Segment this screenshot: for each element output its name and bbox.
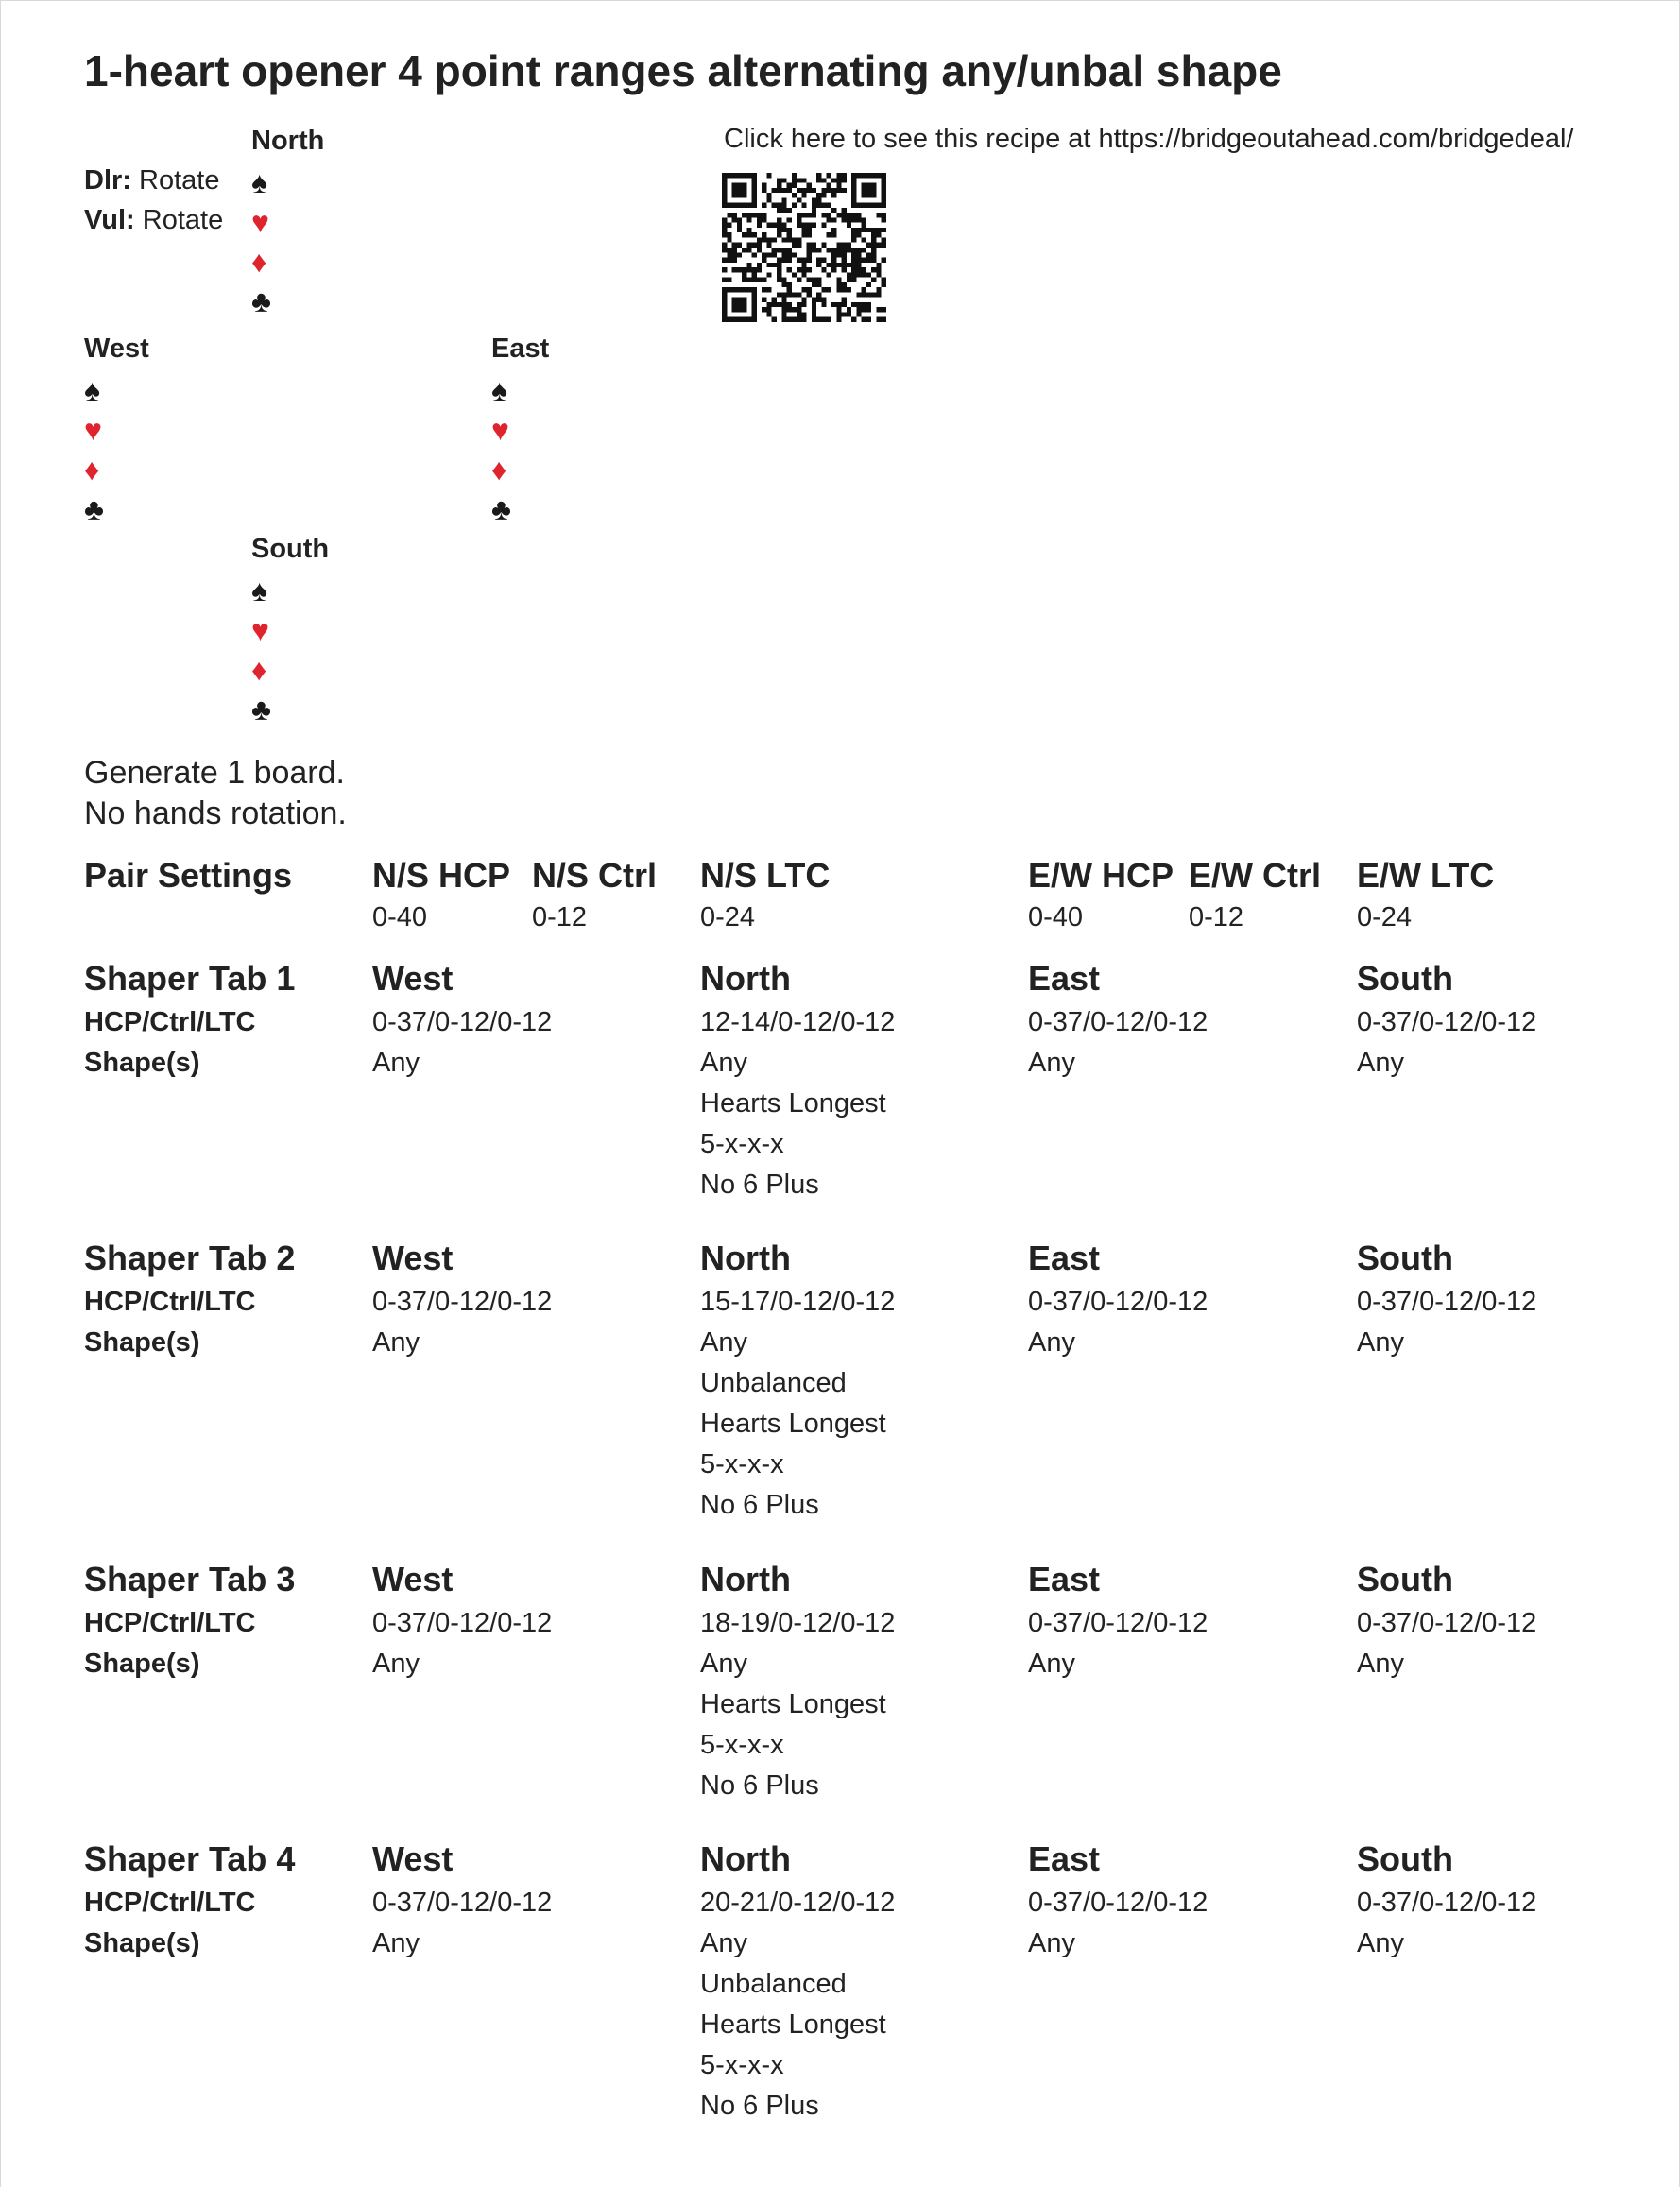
spade-icon: ♠ xyxy=(251,165,267,199)
hcp-ctrl-ltc-label: HCP/Ctrl/LTC xyxy=(84,1287,256,1317)
east-seat-label: East xyxy=(1028,1239,1101,1277)
south-hcp-value: 0-37/0-12/0-12 xyxy=(1357,1007,1537,1037)
generate-boards-text: Generate 1 board. xyxy=(84,755,345,791)
east-hcp-value: 0-37/0-12/0-12 xyxy=(1028,1287,1209,1317)
east-hand xyxy=(491,370,511,529)
south-seat-label: South xyxy=(1357,959,1453,998)
diamond-icon: ♦ xyxy=(251,245,267,279)
north-hand xyxy=(251,162,271,321)
shape-item: 5-x-x-x xyxy=(700,1730,784,1760)
north-hcp-value: 18-19/0-12/0-12 xyxy=(700,1608,896,1638)
south-shape-list xyxy=(1357,1043,1404,1084)
heart-icon: ♥ xyxy=(251,613,269,647)
south-seat-label: South xyxy=(1357,1239,1453,1277)
rotation-text: No hands rotation. xyxy=(84,795,347,831)
north-seat-label: North xyxy=(700,1239,791,1277)
west-hcp-value: 0-37/0-12/0-12 xyxy=(372,1888,553,1918)
dealer-value: Rotate xyxy=(139,165,220,196)
dealer-info xyxy=(84,165,219,197)
shape-item: 5-x-x-x xyxy=(700,1129,784,1159)
shape-item: No 6 Plus xyxy=(700,1170,819,1200)
dealer-label: Dlr: xyxy=(84,165,131,196)
shape-item: No 6 Plus xyxy=(700,1770,819,1801)
shapes-label: Shape(s) xyxy=(84,1327,200,1358)
shape-item: 5-x-x-x xyxy=(700,1449,784,1479)
ew-hcp-label: E/W HCP xyxy=(1028,856,1174,895)
shape-item: Any xyxy=(1357,1327,1404,1358)
shape-item: Any xyxy=(1028,1649,1075,1679)
west-label: West xyxy=(84,333,149,364)
shapes-label: Shape(s) xyxy=(84,1048,200,1078)
shape-item: Hearts Longest xyxy=(700,2009,886,2040)
heart-icon: ♥ xyxy=(491,413,509,447)
shape-item: Any xyxy=(372,1928,420,1958)
west-shape-list xyxy=(372,1043,420,1084)
heart-icon: ♥ xyxy=(84,413,102,447)
diamond-icon: ♦ xyxy=(251,653,267,687)
shape-item: 5-x-x-x xyxy=(700,2050,784,2080)
club-icon: ♣ xyxy=(491,492,511,526)
vul-label: Vul: xyxy=(84,205,135,235)
east-shape-list xyxy=(1028,1644,1075,1684)
ew-ctrl-label: E/W Ctrl xyxy=(1189,856,1321,895)
ew-hcp-value: 0-40 xyxy=(1028,902,1084,932)
south-seat-label: South xyxy=(1357,1560,1453,1598)
qr-code-image[interactable] xyxy=(722,173,886,322)
south-shape-list xyxy=(1357,1923,1404,1964)
east-shape-list xyxy=(1028,1323,1075,1363)
east-shape-list xyxy=(1028,1043,1075,1084)
south-hand xyxy=(251,571,271,729)
west-hand xyxy=(84,370,104,529)
hcp-ctrl-ltc-label: HCP/Ctrl/LTC xyxy=(84,1608,256,1638)
shape-item: No 6 Plus xyxy=(700,2091,819,2121)
hcp-ctrl-ltc-label: HCP/Ctrl/LTC xyxy=(84,1888,256,1918)
shapes-label: Shape(s) xyxy=(84,1649,200,1679)
west-seat-label: West xyxy=(372,959,454,998)
ew-ltc-label: E/W LTC xyxy=(1357,856,1495,895)
ew-ctrl-value: 0-12 xyxy=(1189,902,1244,932)
club-icon: ♣ xyxy=(251,284,271,318)
west-shape-list xyxy=(372,1923,420,1964)
spade-icon: ♠ xyxy=(251,573,267,607)
spade-icon: ♠ xyxy=(491,373,507,407)
ew-ltc-value: 0-24 xyxy=(1357,902,1413,932)
north-seat-label: North xyxy=(700,959,791,998)
shape-item: Unbalanced xyxy=(700,1368,847,1398)
south-shape-list xyxy=(1357,1644,1404,1684)
west-seat-label: West xyxy=(372,1839,454,1878)
north-shape-list xyxy=(700,1923,886,2127)
north-label: North xyxy=(251,126,325,156)
east-hcp-value: 0-37/0-12/0-12 xyxy=(1028,1888,1209,1918)
north-hcp-value: 12-14/0-12/0-12 xyxy=(700,1007,896,1037)
club-icon: ♣ xyxy=(251,692,271,726)
east-hcp-value: 0-37/0-12/0-12 xyxy=(1028,1007,1209,1037)
north-shape-list xyxy=(700,1644,886,1806)
shape-item: Unbalanced xyxy=(700,1969,847,1999)
hcp-ctrl-ltc-label: HCP/Ctrl/LTC xyxy=(84,1007,256,1037)
south-shape-list xyxy=(1357,1323,1404,1363)
shape-item: Any xyxy=(700,1327,747,1358)
east-shape-list xyxy=(1028,1923,1075,1964)
east-label: East xyxy=(491,333,550,364)
east-hcp-value: 0-37/0-12/0-12 xyxy=(1028,1608,1209,1638)
west-seat-label: West xyxy=(372,1560,454,1598)
south-hcp-value: 0-37/0-12/0-12 xyxy=(1357,1287,1537,1317)
shape-item: Any xyxy=(1028,1928,1075,1958)
shape-item: Any xyxy=(1357,1048,1404,1078)
west-seat-label: West xyxy=(372,1239,454,1277)
club-icon: ♣ xyxy=(84,492,104,526)
shape-item: Any xyxy=(372,1649,420,1679)
shape-item: Any xyxy=(700,1649,747,1679)
north-shape-list xyxy=(700,1043,886,1205)
shapes-label: Shape(s) xyxy=(84,1928,200,1958)
south-hcp-value: 0-37/0-12/0-12 xyxy=(1357,1608,1537,1638)
south-hcp-value: 0-37/0-12/0-12 xyxy=(1357,1888,1537,1918)
north-seat-label: North xyxy=(700,1560,791,1598)
east-seat-label: East xyxy=(1028,959,1101,998)
recipe-link[interactable]: Click here to see this recipe at https://bridgeoutahead.com/bridgedeal/ xyxy=(724,124,1574,154)
north-shape-list xyxy=(700,1323,886,1526)
shaper-tab-title: Shaper Tab 3 xyxy=(84,1560,296,1598)
ns-ctrl-label: N/S Ctrl xyxy=(532,856,658,895)
north-hcp-value: 15-17/0-12/0-12 xyxy=(700,1287,896,1317)
west-hcp-value: 0-37/0-12/0-12 xyxy=(372,1287,553,1317)
west-shape-list xyxy=(372,1323,420,1363)
south-label: South xyxy=(251,534,330,564)
shape-item: Any xyxy=(1357,1928,1404,1958)
east-seat-label: East xyxy=(1028,1560,1101,1598)
west-hcp-value: 0-37/0-12/0-12 xyxy=(372,1608,553,1638)
shape-item: No 6 Plus xyxy=(700,1490,819,1520)
page-title: 1-heart opener 4 point ranges alternating any/unbal shape xyxy=(84,46,1282,95)
ns-hcp-label: N/S HCP xyxy=(372,856,511,895)
diamond-icon: ♦ xyxy=(84,453,100,487)
shaper-tab-title: Shaper Tab 4 xyxy=(84,1839,296,1878)
east-seat-label: East xyxy=(1028,1839,1101,1878)
north-seat-label: North xyxy=(700,1839,791,1878)
shape-item: Any xyxy=(1028,1327,1075,1358)
diamond-icon: ♦ xyxy=(491,453,507,487)
shape-item: Hearts Longest xyxy=(700,1088,886,1119)
shape-item: Hearts Longest xyxy=(700,1689,886,1719)
shape-item: Any xyxy=(372,1327,420,1358)
west-hcp-value: 0-37/0-12/0-12 xyxy=(372,1007,553,1037)
spade-icon: ♠ xyxy=(84,373,100,407)
south-seat-label: South xyxy=(1357,1839,1453,1878)
ns-ltc-label: N/S LTC xyxy=(700,856,831,895)
shape-item: Any xyxy=(700,1048,747,1078)
shape-item: Any xyxy=(1357,1649,1404,1679)
shape-item: Any xyxy=(700,1928,747,1958)
generate-info xyxy=(84,753,347,834)
shape-item: Any xyxy=(372,1048,420,1078)
vul-value: Rotate xyxy=(142,205,224,235)
ns-ltc-value: 0-24 xyxy=(700,902,756,932)
north-hcp-value: 20-21/0-12/0-12 xyxy=(700,1888,896,1918)
ns-ctrl-value: 0-12 xyxy=(532,902,588,932)
vulnerability-info xyxy=(84,205,223,236)
pair-settings-title: Pair Settings xyxy=(84,856,293,895)
west-shape-list xyxy=(372,1644,420,1684)
shaper-tab-title: Shaper Tab 1 xyxy=(84,959,296,998)
shape-item: Any xyxy=(1028,1048,1075,1078)
shape-item: Hearts Longest xyxy=(700,1409,886,1439)
ns-hcp-value: 0-40 xyxy=(372,902,428,932)
shaper-tab-title: Shaper Tab 2 xyxy=(84,1239,296,1277)
heart-icon: ♥ xyxy=(251,205,269,239)
